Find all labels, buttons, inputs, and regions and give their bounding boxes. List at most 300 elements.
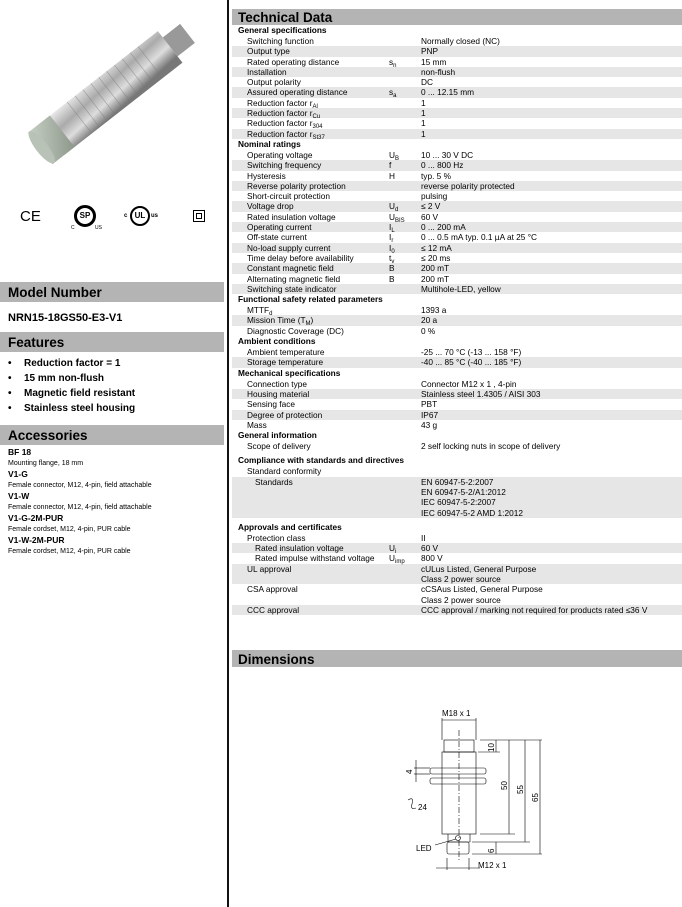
accessories-header: Accessories — [0, 425, 224, 445]
accessory-item — [8, 535, 216, 557]
spec-value-line: 200 mT — [421, 263, 450, 274]
spec-label — [232, 57, 389, 67]
spec-value-line: 20 a — [421, 315, 438, 326]
dim-10: 10 — [487, 743, 496, 752]
spec-value — [421, 171, 682, 181]
ce-mark-logo: CE — [20, 208, 41, 225]
spec-symbol — [389, 57, 421, 67]
spec-value-line: ≤ 2 V — [421, 201, 441, 212]
spec-value — [421, 584, 682, 605]
feature-item — [8, 386, 216, 401]
spec-value — [421, 46, 682, 56]
spec-value — [421, 553, 682, 563]
spec-label-text: Output type — [247, 46, 290, 57]
feature-text: Stainless steel housing — [24, 403, 136, 414]
spec-value-line: 1 — [421, 108, 426, 119]
feature-text: Reduction factor = 1 — [24, 358, 121, 369]
spec-label — [232, 584, 389, 605]
feature-item — [8, 371, 216, 386]
spec-label — [232, 98, 389, 108]
spec-value-line: 0 % — [421, 325, 436, 336]
spec-row — [232, 466, 682, 476]
symbol-subscript: n — [393, 62, 397, 69]
feature-item — [8, 401, 216, 416]
spec-row — [232, 605, 682, 615]
spec-symbol — [389, 399, 421, 409]
spec-symbol — [389, 87, 421, 100]
symbol-text: H — [389, 170, 395, 181]
spec-label — [232, 410, 389, 420]
spec-value-line: 0 ... 0.5 mA typ. 0.1 µA at 25 °C — [421, 232, 538, 243]
spec-label-text: Degree of protection — [247, 409, 323, 420]
accessory-description: Female cordset, M12, 4-pin, PUR cable — [8, 548, 131, 555]
bullet-icon: • — [8, 358, 12, 369]
spec-section — [232, 522, 682, 615]
symbol-text: I — [389, 242, 392, 253]
spec-symbol — [389, 441, 421, 451]
spec-value-line: IEC 60947-5-2:2007 — [421, 497, 496, 508]
accessory-item — [8, 491, 216, 513]
spec-value-line: cULus Listed, General Purpose — [421, 563, 537, 574]
spec-label — [232, 181, 389, 191]
spec-label-text: Constant magnetic field — [247, 263, 334, 274]
spec-symbol — [389, 108, 421, 118]
spec-symbol — [389, 284, 421, 294]
feature-text: 15 mm non-flush — [24, 373, 105, 384]
spec-value-line: 1393 a — [421, 305, 447, 316]
spec-label-subscript: St37 — [312, 134, 325, 141]
spec-value — [421, 263, 682, 273]
spec-symbol — [389, 533, 421, 543]
ul-us-label: us — [151, 213, 159, 219]
spec-label — [232, 171, 389, 181]
spec-value — [421, 253, 682, 263]
spec-label — [232, 284, 389, 294]
spec-symbol — [389, 605, 421, 615]
spec-label — [232, 201, 389, 211]
symbol-subscript: L — [391, 228, 395, 235]
spec-row — [232, 357, 682, 367]
spec-value-line: 43 g — [421, 419, 438, 430]
symbol-subscript: d — [395, 207, 399, 214]
spec-symbol — [389, 584, 421, 605]
spec-value — [421, 181, 682, 191]
spec-value — [421, 87, 682, 97]
accessory-name: V1-W-2M-PUR — [8, 535, 65, 545]
spec-label-text: Operating current — [247, 222, 312, 233]
spec-label-text: Reduction factor r — [247, 118, 313, 129]
dim-50: 50 — [500, 781, 509, 790]
spec-value — [421, 274, 682, 284]
spec-label-text: No-load supply current — [247, 242, 331, 253]
spec-label-subscript: Al — [312, 103, 318, 110]
accessory-description: Female connector, M12, 4-pin, field attachable — [8, 504, 152, 511]
spec-row — [232, 410, 682, 420]
spec-label-text: Standard conformity — [247, 466, 322, 477]
spec-value — [421, 77, 682, 87]
section-heading: Functional safety related parameters — [238, 294, 383, 305]
spec-value — [421, 410, 682, 420]
spec-row — [232, 379, 682, 389]
symbol-text: s — [389, 87, 394, 98]
spec-label — [232, 67, 389, 77]
symbol-text: I — [389, 222, 392, 233]
spec-value-line: IP67 — [421, 409, 439, 420]
spec-value-line: 1 — [421, 97, 426, 108]
spec-symbol — [389, 118, 421, 128]
spec-label-text: Housing material — [247, 388, 310, 399]
spec-label-text: Sensing face — [247, 399, 295, 410]
spec-row — [232, 77, 682, 87]
spec-value-line: reverse polarity protected — [421, 180, 515, 191]
spec-label — [232, 108, 389, 121]
spec-value-line: -40 ... 85 °C (-40 ... 185 °F) — [421, 357, 522, 368]
spec-value-line: II — [421, 532, 426, 543]
spec-label-text: Switching function — [247, 36, 314, 46]
spec-label — [232, 212, 389, 222]
spec-label-text: Reduction factor r — [247, 108, 313, 119]
spec-value-line: 800 V — [421, 553, 443, 564]
spec-symbol — [389, 253, 421, 263]
section-heading: Approvals and certificates — [238, 521, 342, 532]
spec-row — [232, 533, 682, 543]
column-divider — [227, 0, 229, 907]
spec-label — [232, 150, 389, 160]
accessory-description: Female cordset, M12, 4-pin, PUR cable — [8, 526, 131, 533]
spec-value — [421, 98, 682, 108]
spec-value — [421, 67, 682, 77]
bullet-icon: • — [8, 373, 12, 384]
spec-label-text: Mass — [247, 419, 267, 430]
spec-symbol — [389, 347, 421, 357]
spec-value-line: CCC approval / marking not required for products rated ≤36 V — [421, 604, 648, 615]
spec-row — [232, 67, 682, 77]
spec-symbol — [389, 315, 421, 325]
spec-symbol — [389, 564, 421, 585]
spec-value — [421, 441, 682, 451]
spec-value — [421, 420, 682, 430]
dim-4: 4 — [405, 769, 414, 774]
spec-label-subscript: d — [269, 311, 273, 318]
spec-value-line: Normally closed (NC) — [421, 36, 500, 46]
model-number: NRN15-18GS50-E3-V1 — [8, 312, 123, 324]
spec-label-text: Protection class — [247, 532, 306, 543]
wrench-size-label: 24 — [418, 803, 427, 812]
spec-value — [421, 243, 682, 253]
spec-label-text: Assured operating distance — [247, 87, 348, 98]
spec-value-line: ≤ 20 ms — [421, 252, 451, 263]
spec-row — [232, 232, 682, 245]
spec-row — [232, 263, 682, 273]
spec-label-subscript: 304 — [312, 124, 323, 131]
spec-row — [232, 315, 682, 328]
spec-row — [232, 118, 682, 131]
spec-symbol — [389, 420, 421, 430]
accessory-item — [8, 447, 216, 469]
spec-row — [232, 171, 682, 181]
feature-text: Magnetic field resistant — [24, 388, 136, 399]
section-heading: General information — [238, 430, 317, 441]
spec-value-line: IEC 60947-5-2 AMD 1:2012 — [421, 507, 523, 518]
spec-row — [232, 584, 682, 605]
spec-symbol — [389, 212, 421, 222]
spec-value — [421, 305, 682, 315]
spec-label-text: Reverse polarity protection — [247, 180, 346, 191]
protection-class-ii-icon — [193, 210, 205, 222]
spec-label-text: MTTF — [247, 305, 270, 316]
spec-section — [232, 139, 682, 294]
spec-section — [232, 336, 682, 368]
symbol-text: f — [389, 160, 392, 171]
spec-label-text: Standards — [255, 476, 293, 487]
accessory-name: V1-G — [8, 469, 28, 479]
spec-value-line: EN 60947-5-2:2007 — [421, 476, 494, 487]
spec-value — [421, 543, 682, 553]
spec-label-text: Switching state indicator — [247, 283, 337, 294]
spec-label — [232, 543, 389, 553]
spec-symbol — [389, 305, 421, 315]
spec-row — [232, 564, 682, 585]
spec-label — [232, 441, 389, 451]
spec-value-line: typ. 5 % — [421, 170, 451, 181]
spec-label — [232, 347, 389, 357]
spec-label-text: CCC approval — [247, 604, 300, 615]
spec-label-text: Short-circuit protection — [247, 191, 331, 202]
spec-value — [421, 284, 682, 294]
spec-value-line: 1 — [421, 118, 426, 129]
spec-row — [232, 150, 682, 160]
spec-label-text: Time delay before availability — [247, 252, 354, 263]
spec-label — [232, 77, 389, 87]
spec-symbol — [389, 326, 421, 336]
spec-label — [232, 399, 389, 409]
spec-symbol — [389, 379, 421, 389]
spec-row — [232, 305, 682, 318]
spec-symbol — [389, 274, 421, 284]
csa-logo: SP — [74, 205, 96, 227]
symbol-subscript: a — [393, 93, 397, 100]
technical-data-header: Technical Data — [232, 9, 682, 25]
section-heading: Compliance with standards and directives — [238, 455, 404, 466]
spec-label — [232, 242, 392, 253]
spec-section — [232, 294, 682, 336]
spec-symbol — [389, 357, 421, 367]
section-heading: Ambient conditions — [238, 336, 316, 347]
spec-value-line: 0 ... 12.15 mm — [421, 87, 475, 98]
dimension-drawing — [390, 690, 560, 900]
symbol-text: I — [389, 232, 392, 243]
spec-label — [232, 477, 389, 518]
spec-value-line: 1 — [421, 128, 426, 139]
spec-value — [421, 118, 682, 128]
spec-row — [232, 212, 682, 222]
spec-row — [232, 543, 682, 556]
ul-c-label: c — [124, 213, 128, 219]
spec-value — [421, 201, 682, 211]
spec-value — [421, 389, 682, 399]
spec-section — [232, 25, 682, 139]
section-heading: Nominal ratings — [238, 138, 301, 149]
spec-row — [232, 326, 682, 336]
spec-label-text: Diagnostic Coverage (DC) — [247, 325, 344, 336]
spec-label — [232, 379, 389, 389]
spec-row — [232, 243, 682, 253]
spec-label-text: Rated impulse withstand voltage — [255, 553, 375, 564]
technical-data — [232, 9, 682, 615]
symbol-text: U — [389, 201, 395, 212]
spec-label — [232, 305, 389, 318]
accessory-item — [8, 469, 216, 491]
dim-55: 55 — [516, 785, 525, 794]
spec-label-text: Mission Time (T — [247, 315, 306, 326]
spec-row — [232, 160, 682, 170]
spec-row — [232, 253, 682, 263]
spec-value — [421, 399, 682, 409]
spec-label-text: Rated insulation voltage — [255, 543, 344, 554]
spec-label-text: Storage temperature — [247, 357, 324, 368]
spec-label — [232, 87, 389, 97]
symbol-text: B — [389, 263, 395, 274]
spec-symbol — [389, 67, 421, 77]
spec-value-line: Connector M12 x 1 , 4-pin — [421, 378, 517, 389]
spec-row — [232, 57, 682, 67]
symbol-text: s — [389, 56, 394, 67]
spec-value — [421, 232, 682, 242]
spec-label-text: Reduction factor r — [247, 97, 313, 108]
spec-label — [232, 605, 389, 615]
spec-value-line: 15 mm — [421, 56, 447, 67]
accessory-item — [8, 513, 216, 535]
spec-value-line: 0 ... 200 mA — [421, 222, 466, 233]
section-heading: Mechanical specifications — [238, 367, 341, 378]
features-header: Features — [0, 332, 224, 352]
spec-label-text: Scope of delivery — [247, 441, 311, 452]
spec-value — [421, 564, 682, 585]
spec-value-line: Stainless steel 1.4305 / AISI 303 — [421, 388, 541, 399]
spec-row — [232, 441, 682, 451]
spec-label — [232, 533, 389, 543]
spec-row — [232, 181, 682, 191]
spec-label — [232, 389, 389, 399]
spec-row — [232, 347, 682, 357]
spec-row — [232, 36, 682, 46]
spec-value — [421, 357, 682, 367]
spec-symbol — [389, 77, 421, 87]
symbol-text: t — [389, 252, 392, 263]
spec-value-line: non-flush — [421, 66, 456, 77]
symbol-subscript: BIS — [395, 217, 405, 224]
spec-label-text: Rated operating distance — [247, 56, 340, 67]
spec-row — [232, 399, 682, 409]
spec-value-line: 10 ... 30 V DC — [421, 149, 474, 160]
spec-label — [232, 315, 389, 328]
spec-label-subscript: M — [305, 321, 311, 328]
spec-value-line: PBT — [421, 399, 438, 410]
spec-symbol — [389, 98, 421, 108]
spec-symbol — [389, 466, 421, 476]
spec-label — [232, 46, 389, 56]
spec-value-line: -25 ... 70 °C (-13 ... 158 °F) — [421, 347, 522, 358]
spec-value-line: 0 ... 800 Hz — [421, 160, 464, 171]
spec-label-text: CSA approval — [247, 584, 298, 595]
accessory-description: Female connector, M12, 4-pin, field attachable — [8, 482, 152, 489]
spec-symbol — [389, 150, 421, 160]
spec-symbol — [389, 181, 421, 191]
spec-row — [232, 108, 682, 121]
spec-row — [232, 191, 682, 201]
spec-value — [421, 347, 682, 357]
spec-label — [232, 263, 389, 273]
spec-symbol — [389, 553, 421, 566]
bullet-icon: • — [8, 403, 12, 414]
spec-symbol — [389, 36, 421, 46]
spec-value-line: Class 2 power source — [421, 574, 501, 585]
spec-label-text: Switching frequency — [247, 160, 322, 171]
spec-label — [232, 232, 392, 243]
bullet-icon: • — [8, 388, 12, 399]
spec-value — [421, 222, 682, 232]
spec-label — [232, 357, 389, 367]
accessory-name: V1-W — [8, 491, 30, 501]
symbol-text: U — [389, 211, 395, 222]
spec-section — [232, 368, 682, 430]
spec-label-text: Rated insulation voltage — [247, 211, 336, 222]
spec-label — [232, 564, 389, 585]
ul-logo: UL — [130, 206, 150, 226]
symbol-subscript: i — [395, 549, 397, 556]
spec-label — [232, 326, 389, 336]
spec-value — [421, 326, 682, 336]
spec-label-text: Operating voltage — [247, 149, 313, 160]
accessory-name: V1-G-2M-PUR — [8, 513, 64, 523]
spec-symbol — [389, 201, 421, 214]
spec-value-line: 2 self locking nuts in scope of delivery — [421, 441, 561, 452]
spec-label — [232, 274, 389, 284]
spec-value-line: pulsing — [421, 191, 448, 202]
spec-value-line: EN 60947-5-2/A1:2012 — [421, 486, 506, 497]
spec-label — [232, 118, 389, 131]
spec-label — [232, 36, 389, 46]
spec-label-text: UL approval — [247, 563, 292, 574]
symbol-subscript: 0 — [391, 248, 395, 255]
spec-value — [421, 129, 682, 139]
spec-symbol — [389, 160, 421, 170]
symbol-subscript: r — [391, 238, 394, 245]
section-heading: General specifications — [238, 25, 327, 35]
symbol-text: B — [389, 273, 395, 284]
spec-symbol — [389, 171, 421, 181]
spec-label-text: Alternating magnetic field — [247, 273, 341, 284]
spec-label-subscript: Cu — [312, 114, 321, 121]
spec-value — [421, 191, 682, 201]
symbol-subscript: imp — [395, 559, 405, 566]
dim-6: 6 — [487, 848, 496, 853]
features-list — [0, 352, 224, 416]
spec-label-text: Reduction factor r — [247, 128, 313, 139]
spec-label-text: Output polarity — [247, 77, 301, 88]
spec-label — [232, 129, 389, 139]
accessories-list — [0, 445, 224, 559]
spec-value — [421, 36, 682, 46]
symbol-text: U — [389, 149, 395, 160]
spec-label — [232, 466, 389, 476]
spec-label-text: Connection type — [247, 378, 307, 389]
spec-row — [232, 274, 682, 284]
thread-bottom-label: M12 x 1 — [478, 861, 507, 870]
spec-symbol — [389, 222, 421, 235]
feature-item — [8, 356, 216, 371]
spec-symbol — [389, 232, 421, 245]
